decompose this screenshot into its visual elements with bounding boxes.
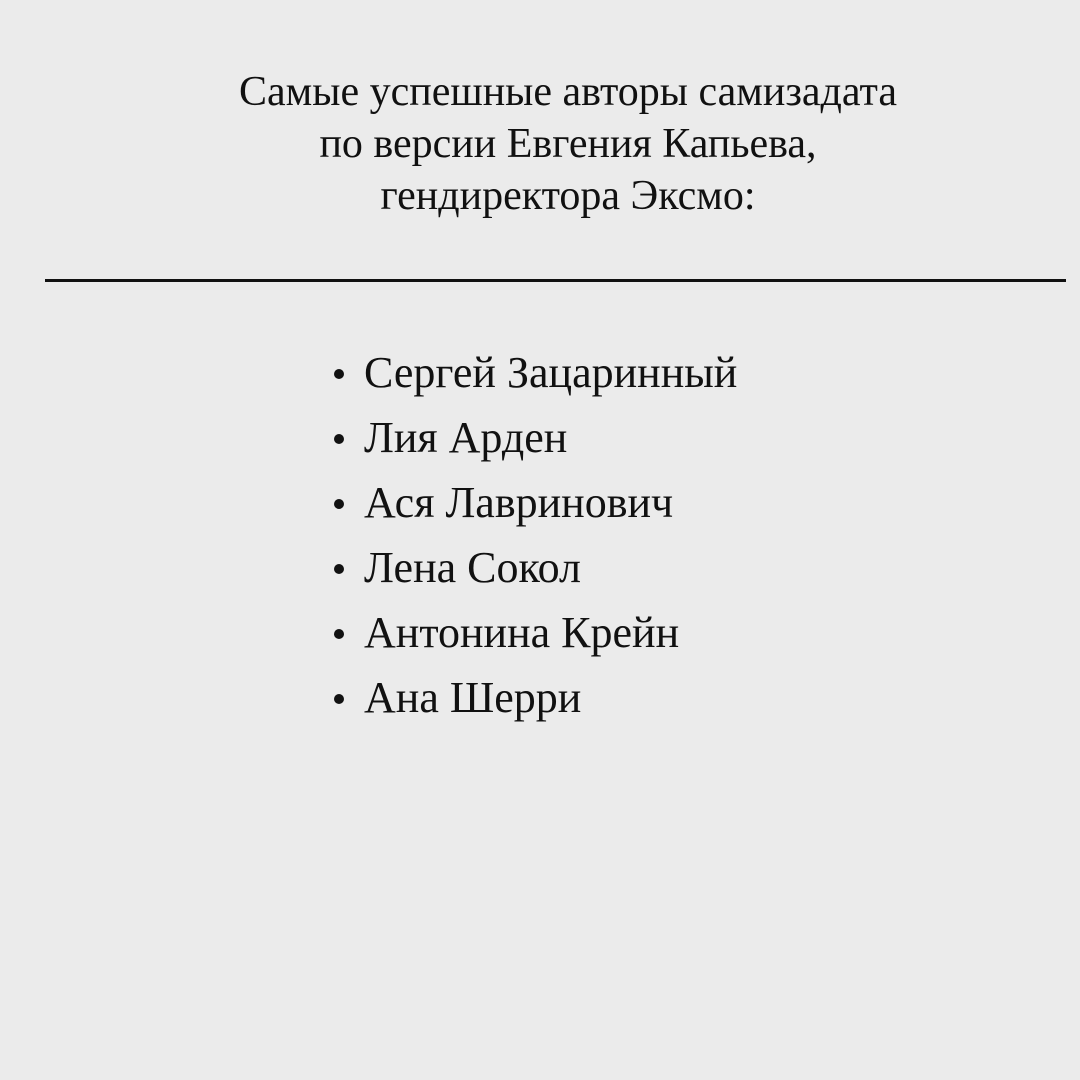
heading-line-2: по версии Евгения Капьева,: [319, 121, 817, 167]
bullet-dot-icon: [334, 564, 344, 574]
bullet-dot-icon: [334, 694, 344, 704]
bullet-dot-icon: [334, 434, 344, 444]
list-item: [332, 665, 737, 730]
list-item: [332, 470, 737, 535]
author-name: Ася Лавринович: [364, 478, 674, 527]
divider-line: [45, 279, 1066, 282]
bullet-dot-icon: [334, 499, 344, 509]
list-item: [332, 535, 737, 600]
author-name: Антонина Крейн: [364, 608, 680, 657]
list-item: [332, 340, 737, 405]
list-item: [332, 405, 737, 470]
author-name: Лена Сокол: [364, 543, 582, 592]
author-name: Ана Шерри: [364, 673, 582, 722]
heading-line-3: гендиректора Эксмо:: [380, 173, 756, 219]
author-name: Сергей Зацаринный: [364, 348, 738, 397]
list-item: [332, 600, 737, 665]
bullet-dot-icon: [334, 629, 344, 639]
heading: [0, 66, 1080, 222]
bullet-dot-icon: [334, 369, 344, 379]
author-name: Лия Арден: [364, 413, 568, 462]
heading-line-1: Самые успешные авторы самизадата: [239, 69, 897, 115]
authors-list: [332, 340, 737, 730]
